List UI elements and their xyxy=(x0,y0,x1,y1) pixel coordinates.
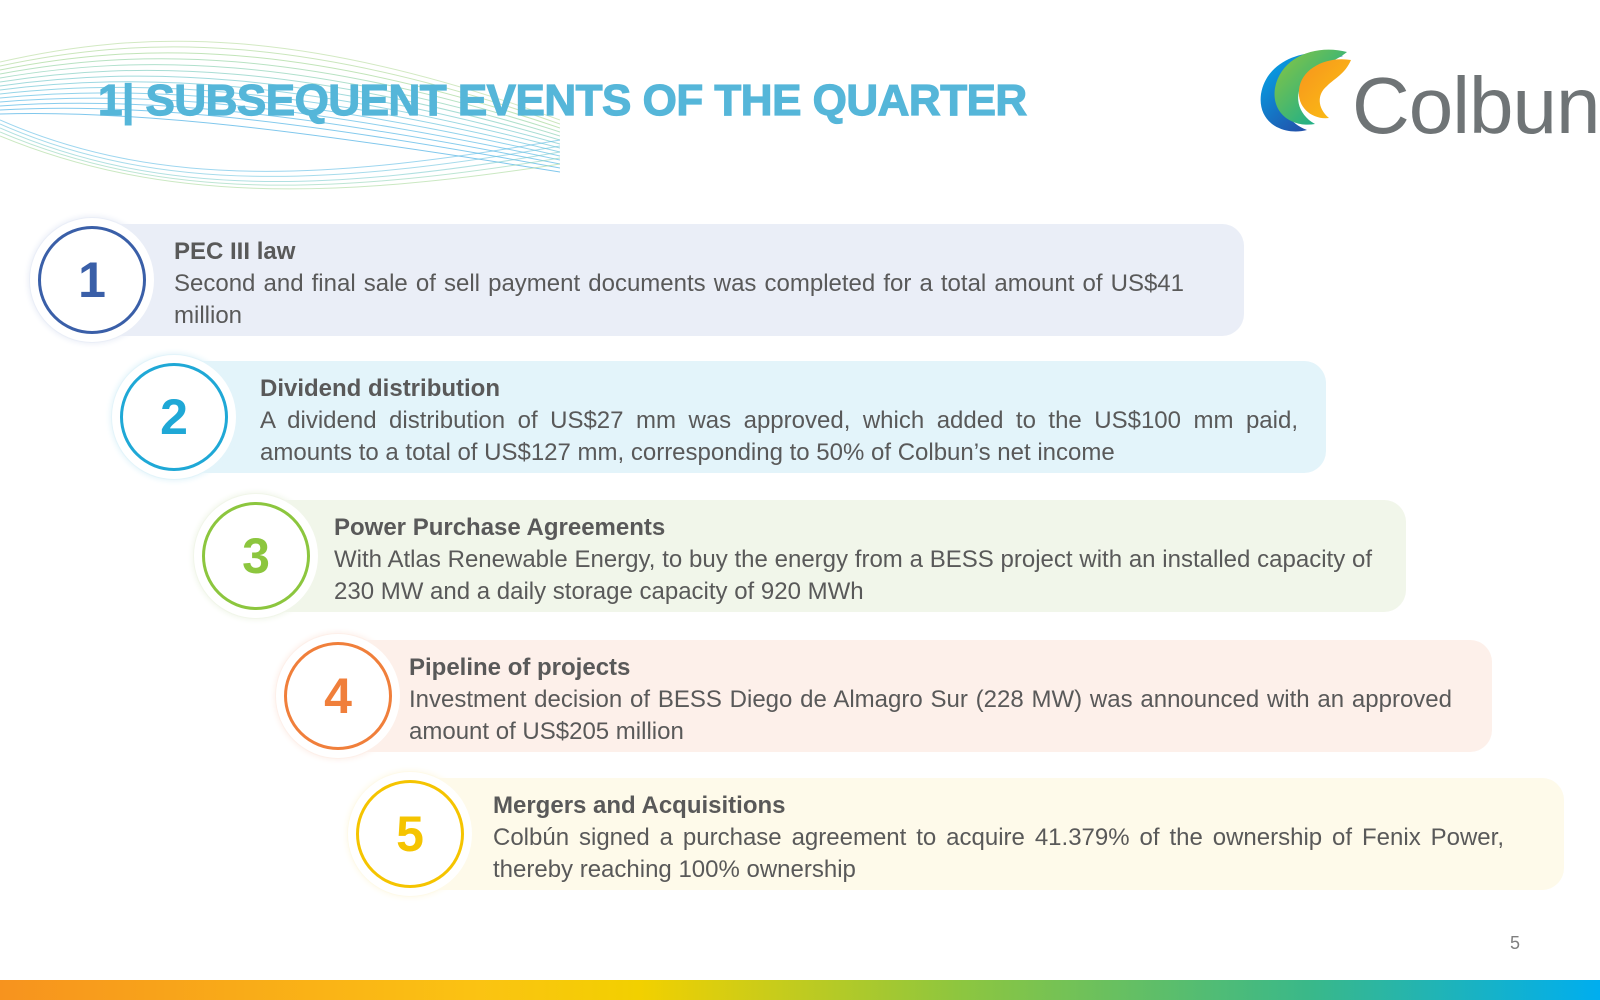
event-heading: Mergers and Acquisitions xyxy=(493,792,786,819)
event-ring xyxy=(194,494,318,618)
event-description: Colbún signed a purchase agreement to acquire 41.379% of the ownership of Fenix Power, thereby reaching 100% ownership xyxy=(493,824,1504,883)
event-description: Investment decision of BESS Diego de Almagro Sur (228 MW) was announced with an approved amount of US$205 million xyxy=(409,686,1452,745)
event-text xyxy=(174,236,1184,332)
event-number-badge: 2 xyxy=(120,363,228,471)
event-heading: Pipeline of projects xyxy=(409,654,631,681)
event-ring xyxy=(112,355,236,479)
bottom-gradient-bar xyxy=(0,980,1600,1000)
event-1 xyxy=(30,224,1244,336)
event-text xyxy=(493,790,1504,886)
event-number-badge: 5 xyxy=(356,780,464,888)
event-4 xyxy=(276,640,1492,752)
event-text xyxy=(334,512,1372,608)
event-number-badge: 1 xyxy=(38,226,146,334)
event-ring xyxy=(348,772,472,896)
event-heading: Dividend distribution xyxy=(260,375,500,402)
event-description: With Atlas Renewable Energy, to buy the energy from a BESS project with an installed capacity of 230 MW and a daily storage capacity of 920 MWh xyxy=(334,546,1372,605)
event-3 xyxy=(194,500,1406,612)
logo-wordmark: Colbun xyxy=(1352,61,1600,150)
event-heading: PEC III law xyxy=(174,238,296,265)
event-ring xyxy=(276,634,400,758)
event-number-badge: 4 xyxy=(284,642,392,750)
event-description: A dividend distribution of US$27 mm was approved, which added to the US$100 mm paid, amounts to a total of US$127 mm, corresponding to 50% of Colbun’s net income xyxy=(260,407,1298,466)
slide-title: 1| SUBSEQUENT EVENTS OF THE QUARTER xyxy=(98,76,1027,125)
event-text xyxy=(260,373,1298,469)
event-description: Second and final sale of sell payment documents was completed for a total amount of US$41 million xyxy=(174,270,1184,329)
event-5 xyxy=(348,778,1564,890)
event-ring xyxy=(30,218,154,342)
event-2 xyxy=(112,361,1326,473)
event-text xyxy=(409,652,1452,748)
event-heading: Power Purchase Agreements xyxy=(334,514,666,541)
page-number: 5 xyxy=(1510,933,1521,953)
event-number-badge: 3 xyxy=(202,502,310,610)
